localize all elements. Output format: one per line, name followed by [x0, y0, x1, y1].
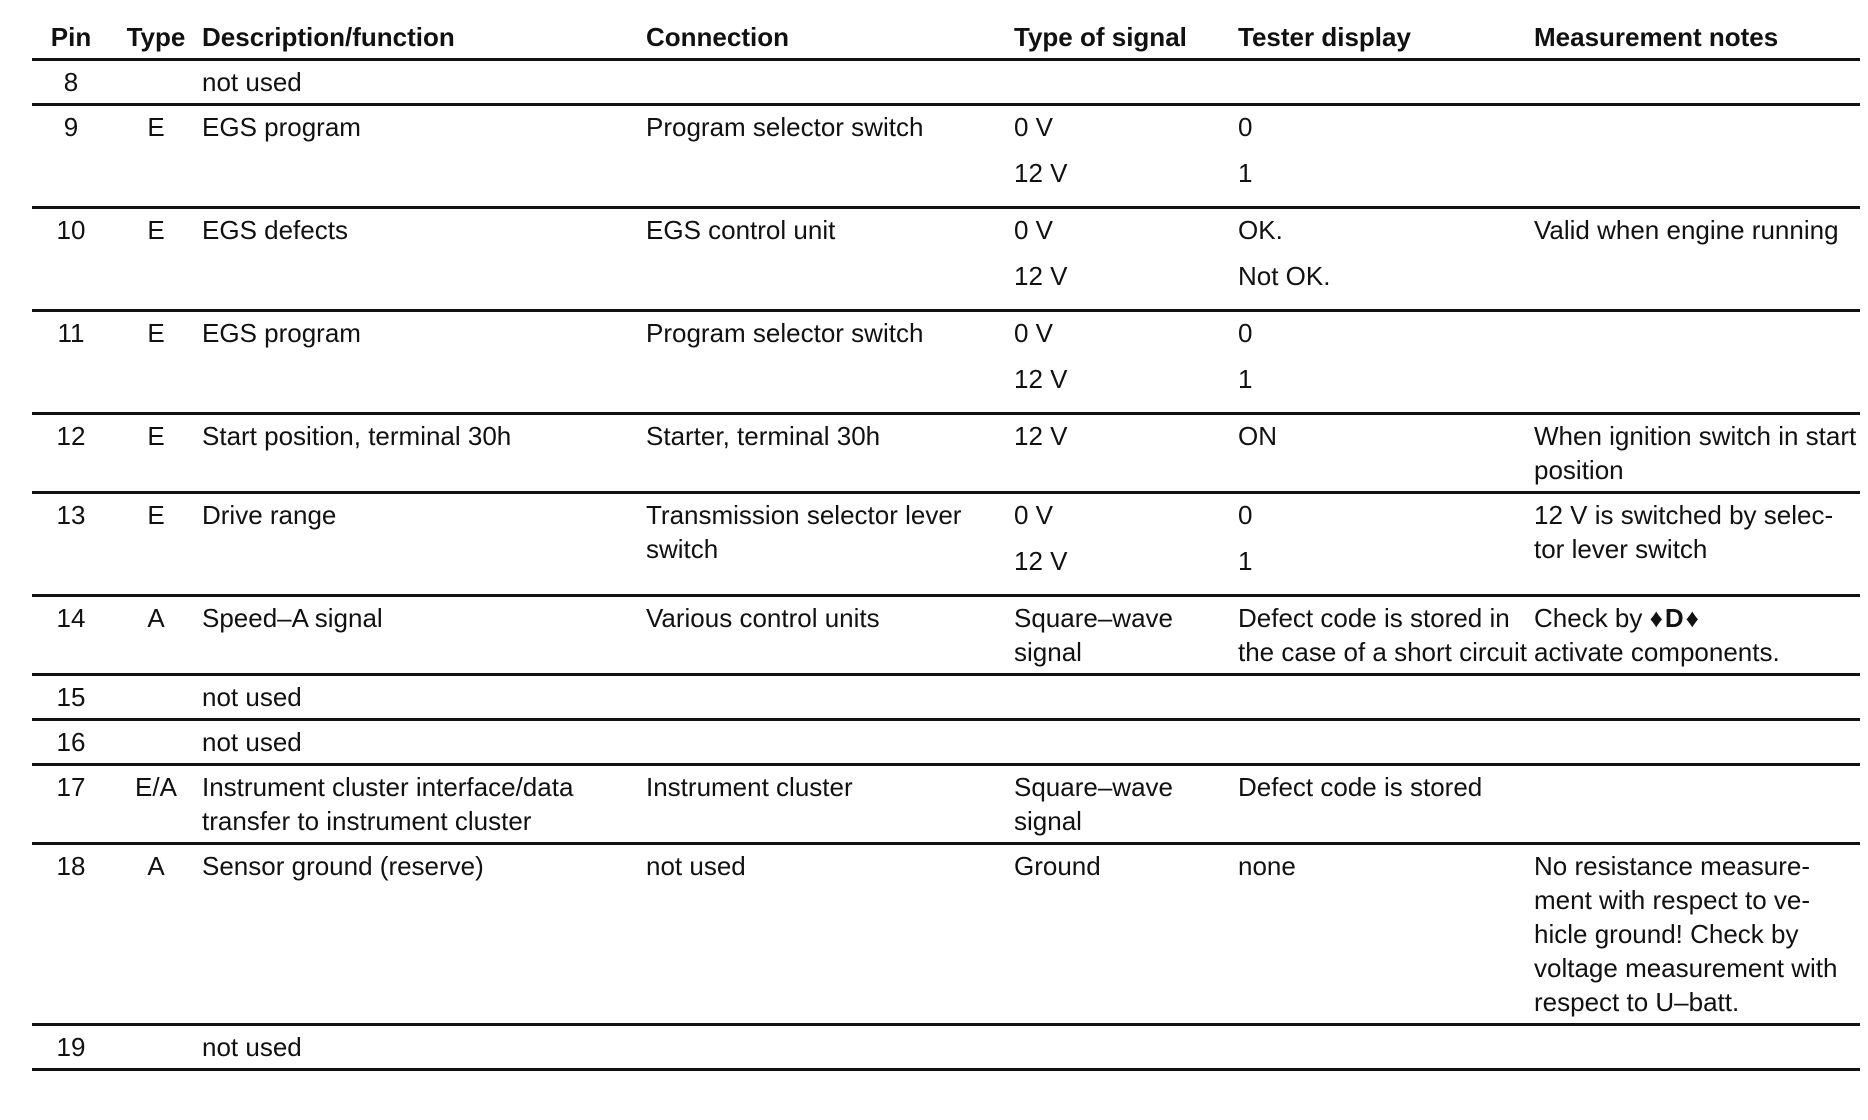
cell-description: Sensor ground (reserve) [202, 844, 646, 1025]
cell-notes [1534, 414, 1860, 493]
cell-tester [1238, 311, 1534, 414]
cell-tester [1238, 596, 1534, 675]
cell-type: E [110, 105, 202, 208]
header-notes: Measurement notes [1534, 14, 1860, 60]
cell-notes [1534, 720, 1860, 765]
table-row [32, 765, 1860, 844]
cell-description: not used [202, 675, 646, 720]
header-connection: Connection [646, 14, 1014, 60]
notes-text: activate components. [1534, 637, 1780, 667]
cell-pin: 17 [32, 765, 110, 844]
cell-pin: 14 [32, 596, 110, 675]
tester-value: 1 [1238, 364, 1253, 394]
table-row [32, 493, 1860, 596]
notes-prefix: Check by [1534, 603, 1643, 633]
notes-text: Valid when engine running [1534, 215, 1839, 245]
pin-table [32, 14, 1860, 1071]
tester-value: 0 [1238, 112, 1253, 142]
diagnosis-symbol-icon: ♦D♦ [1649, 603, 1701, 633]
cell-signal [1014, 60, 1238, 105]
cell-description: not used [202, 1025, 646, 1070]
cell-signal [1014, 311, 1238, 414]
notes-text: When ignition switch in start position [1534, 421, 1857, 485]
cell-pin: 11 [32, 311, 110, 414]
cell-connection [646, 675, 1014, 720]
cell-connection [646, 60, 1014, 105]
tester-value: 0 [1238, 318, 1253, 348]
table-row [32, 1025, 1860, 1070]
cell-pin: 18 [32, 844, 110, 1025]
cell-notes [1534, 844, 1860, 1025]
tester-value: none [1238, 851, 1296, 881]
cell-tester [1238, 675, 1534, 720]
cell-notes [1534, 596, 1860, 675]
cell-description: not used [202, 60, 646, 105]
cell-pin: 15 [32, 675, 110, 720]
cell-connection: Starter, terminal 30h [646, 414, 1014, 493]
signal-value: 12 V [1014, 546, 1068, 576]
cell-signal [1014, 675, 1238, 720]
signal-value: 12 V [1014, 158, 1068, 188]
cell-connection [646, 1025, 1014, 1070]
signal-value: 0 V [1014, 500, 1054, 530]
cell-notes [1534, 105, 1860, 208]
cell-type: E [110, 414, 202, 493]
signal-value: 12 V [1014, 261, 1068, 291]
signal-value: Square–wave signal [1014, 772, 1173, 836]
table-row [32, 596, 1860, 675]
table-row [32, 60, 1860, 105]
cell-notes [1534, 675, 1860, 720]
cell-pin: 12 [32, 414, 110, 493]
cell-connection: Various control units [646, 596, 1014, 675]
cell-type [110, 60, 202, 105]
tester-value: Defect code is stored [1238, 772, 1483, 802]
header-description: Description/function [202, 14, 646, 60]
cell-description: EGS defects [202, 208, 646, 311]
cell-notes [1534, 60, 1860, 105]
header-pin: Pin [32, 14, 110, 60]
cell-pin: 8 [32, 60, 110, 105]
tester-value: ON [1238, 421, 1277, 451]
cell-signal [1014, 105, 1238, 208]
cell-description: Start position, terminal 30h [202, 414, 646, 493]
cell-tester [1238, 720, 1534, 765]
tester-value: Defect code is stored in the case of a short circuit [1238, 603, 1528, 667]
pin-assignment-document [32, 14, 1860, 1071]
cell-signal [1014, 1025, 1238, 1070]
table-row [32, 675, 1860, 720]
cell-signal [1014, 720, 1238, 765]
signal-value: 12 V [1014, 421, 1068, 451]
cell-description: not used [202, 720, 646, 765]
cell-tester [1238, 1025, 1534, 1070]
tester-value: 1 [1238, 546, 1253, 576]
cell-type [110, 1025, 202, 1070]
cell-type: E [110, 311, 202, 414]
cell-notes [1534, 208, 1860, 311]
table-row [32, 311, 1860, 414]
cell-type [110, 720, 202, 765]
cell-signal [1014, 596, 1238, 675]
cell-signal [1014, 493, 1238, 596]
cell-connection: not used [646, 844, 1014, 1025]
cell-tester [1238, 765, 1534, 844]
pin-table-body [32, 60, 1860, 1070]
cell-notes [1534, 493, 1860, 596]
cell-type: A [110, 596, 202, 675]
cell-notes [1534, 311, 1860, 414]
cell-pin: 19 [32, 1025, 110, 1070]
signal-value: Square–wave signal [1014, 603, 1173, 667]
header-row [32, 14, 1860, 60]
cell-notes [1534, 1025, 1860, 1070]
header-signal: Type of signal [1014, 14, 1238, 60]
signal-value: 0 V [1014, 112, 1054, 142]
cell-description: EGS program [202, 311, 646, 414]
cell-connection [646, 720, 1014, 765]
cell-pin: 13 [32, 493, 110, 596]
signal-value: Ground [1014, 851, 1101, 881]
table-row [32, 844, 1860, 1025]
cell-signal [1014, 844, 1238, 1025]
cell-connection: Program selector switch [646, 311, 1014, 414]
cell-pin: 16 [32, 720, 110, 765]
cell-signal [1014, 208, 1238, 311]
cell-pin: 9 [32, 105, 110, 208]
cell-connection: EGS control unit [646, 208, 1014, 311]
cell-signal [1014, 765, 1238, 844]
tester-value: Not OK. [1238, 261, 1331, 291]
table-row [32, 208, 1860, 311]
cell-tester [1238, 414, 1534, 493]
header-type: Type [110, 14, 202, 60]
notes-text: 12 V is switched by selec-tor lever switch [1534, 500, 1834, 564]
table-row [32, 414, 1860, 493]
signal-value: 0 V [1014, 318, 1054, 348]
tester-value: 1 [1238, 158, 1253, 188]
cell-tester [1238, 60, 1534, 105]
tester-value: OK. [1238, 215, 1283, 245]
cell-description: Instrument cluster interface/data transfer to instrument cluster [202, 765, 646, 844]
table-row [32, 720, 1860, 765]
cell-type [110, 675, 202, 720]
tester-value: 0 [1238, 500, 1253, 530]
cell-tester [1238, 493, 1534, 596]
cell-description: EGS program [202, 105, 646, 208]
cell-tester [1238, 208, 1534, 311]
cell-type: E [110, 493, 202, 596]
cell-connection: Transmission selector lever switch [646, 493, 1014, 596]
cell-signal [1014, 414, 1238, 493]
signal-value: 0 V [1014, 215, 1054, 245]
notes-text: No resistance measure-ment with respect to ve-hicle ground! Check by voltage measurement with respect to U–batt. [1534, 851, 1838, 1017]
cell-pin: 10 [32, 208, 110, 311]
cell-tester [1238, 844, 1534, 1025]
cell-type: E/A [110, 765, 202, 844]
table-row [32, 105, 1860, 208]
cell-type: A [110, 844, 202, 1025]
cell-description: Drive range [202, 493, 646, 596]
signal-value: 12 V [1014, 364, 1068, 394]
cell-description: Speed–A signal [202, 596, 646, 675]
cell-notes [1534, 765, 1860, 844]
cell-connection: Instrument cluster [646, 765, 1014, 844]
cell-connection: Program selector switch [646, 105, 1014, 208]
cell-type: E [110, 208, 202, 311]
header-tester: Tester display [1238, 14, 1534, 60]
cell-tester [1238, 105, 1534, 208]
